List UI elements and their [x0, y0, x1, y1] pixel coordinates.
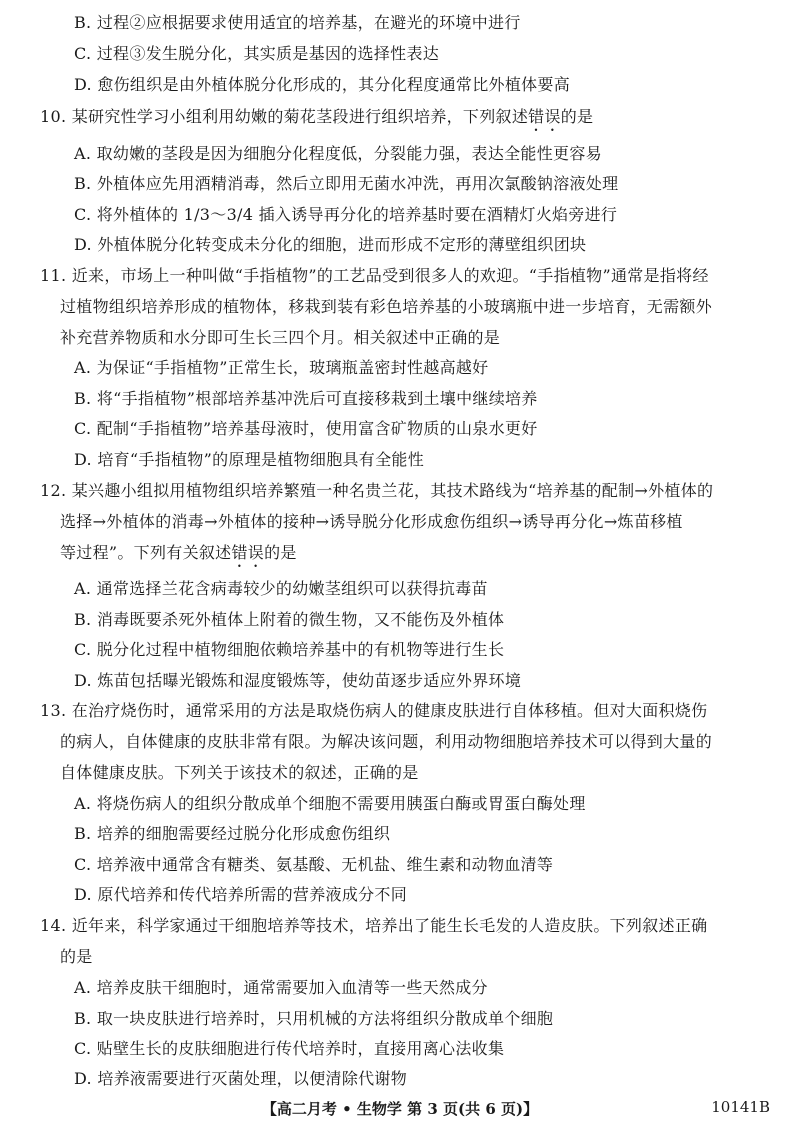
q14-option-d: D. 培养液需要进行灭菌处理，以便清除代谢物 — [74, 1069, 408, 1088]
q10-option-b: B. 外植体应先用酒精消毒，然后立即用无菌水冲洗，再用次氯酸钠溶液处理 — [74, 174, 619, 193]
page-footer: 【高二月考 • 生物学 第 3 页(共 6 页)】 — [261, 1100, 539, 1118]
q11-option-c: C. 配制“手指植物”培养基母液时，使用富含矿物质的山泉水更好 — [74, 419, 538, 438]
paper-code: 10141B — [711, 1098, 770, 1116]
q12-stem-end: 的是 — [264, 543, 297, 562]
q13-option-d: D. 原代培养和传代培养所需的营养液成分不同 — [74, 885, 408, 904]
q11-option-a: A. 为保证“手指植物”正常生长，玻璃瓶盖密封性越高越好 — [74, 358, 489, 377]
q12-stem-line1: 12. 某兴趣小组拟用植物组织培养繁殖一种名贵兰花，其技术路线为“培养基的配制→外植体的 — [40, 481, 714, 500]
q12-stem-text: 等过程”。下列有关叙述 — [60, 543, 232, 562]
q10-option-c: C. 将外植体的 1/3～3/4 插入诱导再分化的培养基时要在酒精灯火焰旁进行 — [74, 205, 618, 224]
q13-option-b: B. 培养的细胞需要经过脱分化形成愈伤组织 — [74, 824, 391, 843]
q12-option-b: B. 消毒既要杀死外植体上附着的微生物，又不能伤及外植体 — [74, 610, 505, 629]
q12-stem-line3 — [60, 542, 297, 571]
q14-option-b: B. 取一块皮肤进行培养时，只用机械的方法将组织分散成单个细胞 — [74, 1009, 554, 1028]
q14-option-c: C. 贴壁生长的皮肤细胞进行传代培养时，直接用离心法收集 — [74, 1039, 505, 1058]
q14-option-a: A. 培养皮肤干细胞时，通常需要加入血清等一些天然成分 — [74, 978, 488, 997]
q11-option-d: D. 培育“手指植物”的原理是植物细胞具有全能性 — [74, 450, 424, 469]
q11-stem-line3: 补充营养物质和水分即可生长三四个月。相关叙述中正确的是 — [60, 328, 501, 347]
q9-option-c: C. 过程③发生脱分化，其实质是基因的选择性表达 — [74, 44, 440, 63]
q14-stem-line2: 的是 — [60, 947, 93, 966]
q13-stem-line1: 13. 在治疗烧伤时，通常采用的方法是取烧伤病人的健康皮肤进行自体移植。但对大面积烧伤 — [40, 701, 708, 720]
q12-option-a: A. 通常选择兰花含病毒较少的幼嫩茎组织可以获得抗毒苗 — [74, 579, 488, 598]
q12-emphasis: 错误 — [231, 543, 265, 562]
q13-option-c: C. 培养液中通常含有糖类、氨基酸、无机盐、维生素和动物血清等 — [74, 855, 554, 874]
q11-option-b: B. 将“手指植物”根部培养基冲洗后可直接移栽到土壤中继续培养 — [74, 389, 538, 408]
q10-stem-end: 的是 — [560, 107, 594, 126]
q10-option-d: D. 外植体脱分化转变成未分化的细胞，进而形成不定形的薄壁组织团块 — [74, 235, 587, 254]
q10-option-a: A. 取幼嫩的茎段是因为细胞分化程度低，分裂能力强，表达全能性更容易 — [74, 144, 602, 163]
q10-stem-text: 10. 某研究性学习小组利用幼嫩的菊花茎段进行组织培养，下列叙述 — [40, 107, 529, 126]
q11-stem-line1: 11. 近来，市场上一种叫做“手指植物”的工艺品受到很多人的欢迎。“手指植物”通常是指将经 — [40, 266, 709, 285]
q12-option-d: D. 炼苗包括曝光锻炼和湿度锻炼等，使幼苗逐步适应外界环境 — [74, 671, 522, 690]
q13-stem-line2: 的病人，自体健康的皮肤非常有限。为解决该问题，利用动物细胞培养技术可以得到大量的 — [60, 732, 713, 751]
q13-option-a: A. 将烧伤病人的组织分散成单个细胞不需要用胰蛋白酶或胃蛋白酶处理 — [74, 794, 586, 813]
q9-option-b: B. 过程②应根据要求使用适宜的培养基，在避光的环境中进行 — [74, 13, 521, 32]
q10-stem — [40, 106, 593, 135]
q9-option-d: D. 愈伤组织是由外植体脱分化形成的，其分化程度通常比外植体要高 — [74, 75, 571, 94]
q12-stem-line2: 选择→外植体的消毒→外植体的接种→诱导脱分化形成愈伤组织→诱导再分化→炼苗移植 — [60, 512, 683, 531]
q12-option-c: C. 脱分化过程中植物细胞依赖培养基中的有机物等进行生长 — [74, 640, 505, 659]
q10-emphasis: 错误 — [528, 107, 561, 126]
q11-stem-line2: 过植物组织培养形成的植物体，移栽到装有彩色培养基的小玻璃瓶中进一步培育，无需额外 — [60, 297, 713, 316]
q13-stem-line3: 自体健康皮肤。下列关于该技术的叙述，正确的是 — [60, 763, 419, 782]
q14-stem-line1: 14. 近年来，科学家通过干细胞培养等技术，培养出了能生长毛发的人造皮肤。下列叙述正确 — [40, 916, 708, 935]
